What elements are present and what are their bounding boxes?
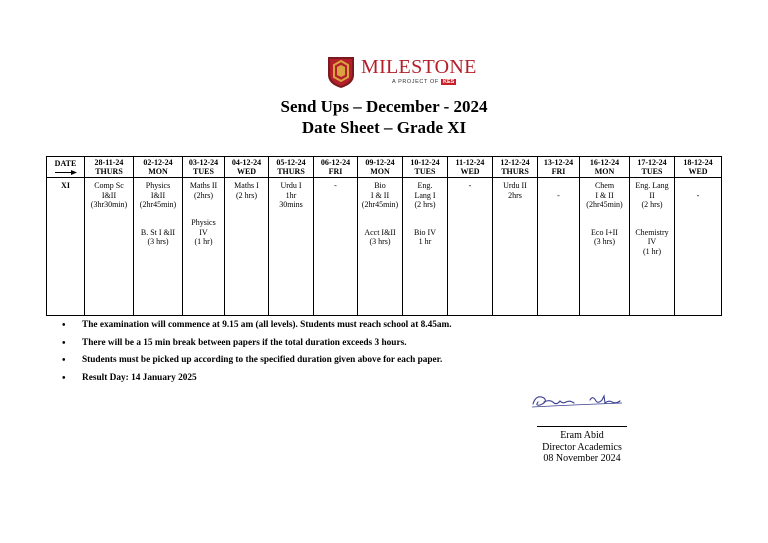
right-arrow-icon xyxy=(55,170,77,175)
signatory-date: 08 November 2024 xyxy=(543,453,621,464)
exam-date: 02-12-24 xyxy=(143,157,173,167)
date-header-cell xyxy=(47,157,85,178)
paper-entry: Eng. Lang I (2 hrs) xyxy=(414,181,436,209)
date-column-header xyxy=(448,157,493,178)
exam-day: MON xyxy=(370,167,390,176)
note-item: • The examination will commence at 9.15 am (all levels). Students must reach school at 8.45am. xyxy=(62,320,452,338)
page-title: Send Ups – December - 2024 xyxy=(280,97,488,116)
paper-entry: Bio I & II (2hr45min) xyxy=(361,181,399,209)
exam-date: 11-12-24 xyxy=(455,157,485,167)
signatory-block xyxy=(520,430,644,465)
exam-date: 12-12-24 xyxy=(500,157,530,167)
paper-entry: - xyxy=(468,181,472,190)
exam-day: MON xyxy=(594,167,615,176)
exam-cell xyxy=(314,178,358,316)
paper-entry: - xyxy=(696,190,700,200)
exam-cell xyxy=(538,178,580,316)
exam-cell xyxy=(85,178,134,316)
exam-cell xyxy=(675,178,722,316)
paper-entry: B. St I &II (3 hrs) xyxy=(140,227,176,246)
date-column-header xyxy=(538,157,580,178)
exam-cell xyxy=(269,178,314,316)
exam-cell xyxy=(630,178,675,316)
exam-cell xyxy=(448,178,493,316)
exam-day: TUES xyxy=(414,167,436,176)
exam-cell xyxy=(358,178,403,316)
exam-date: 06-12-24 xyxy=(320,157,351,167)
exam-date: 17-12-24 xyxy=(637,157,667,167)
date-column-header xyxy=(134,157,183,178)
date-column-header xyxy=(403,157,448,178)
shield-logo-icon xyxy=(326,55,356,89)
logo-brand: KES xyxy=(442,79,455,85)
date-column-header xyxy=(269,157,314,178)
date-column-header xyxy=(314,157,358,178)
paper-entry: Chemistry IV (1 hr) xyxy=(635,227,669,256)
exam-cell xyxy=(183,178,225,316)
exam-day: FRI xyxy=(551,167,566,176)
exam-date: 13-12-24 xyxy=(543,157,574,167)
paper-entry: Comp Sc I&II (3hr30min) xyxy=(90,181,128,209)
exam-date: 18-12-24 xyxy=(683,157,713,167)
signature-line xyxy=(537,426,627,427)
exam-cell xyxy=(403,178,448,316)
date-column-header xyxy=(183,157,225,178)
date-column-header xyxy=(630,157,675,178)
exam-day: WED xyxy=(236,167,257,176)
exam-date: 28-11-24 xyxy=(94,157,124,167)
exam-day: WED xyxy=(688,167,708,176)
exam-day: WED xyxy=(460,167,480,176)
row-label: XI xyxy=(47,178,85,316)
paper-entry: Physics I&II (2hr45min) xyxy=(139,181,177,209)
date-column-header xyxy=(675,157,722,178)
exam-day: TUES xyxy=(193,167,214,176)
exam-day: THURS xyxy=(95,167,123,176)
exam-day: THURS xyxy=(277,167,305,176)
exam-date: 05-12-24 xyxy=(276,157,306,167)
logo-tagline-text: A PROJECT OF xyxy=(392,79,439,85)
milestone-logo xyxy=(326,55,486,91)
handwritten-signature xyxy=(530,390,630,412)
paper-entry: Maths I (2 hrs) xyxy=(234,181,259,200)
paper-entry: - xyxy=(557,190,560,200)
logo-name: MILESTONE xyxy=(361,56,477,78)
exam-cell xyxy=(493,178,538,316)
paper-entry: Urdu II 2hrs xyxy=(503,181,527,200)
exam-day: TUES xyxy=(641,167,663,176)
date-column-header xyxy=(85,157,134,178)
exam-date: 16-12-24 xyxy=(589,157,620,167)
exam-date: 09-12-24 xyxy=(365,157,395,167)
paper-entry: Eco I+II (3 hrs) xyxy=(591,227,618,246)
exam-cell xyxy=(134,178,183,316)
logo-tagline xyxy=(392,79,456,85)
paper-entry: Chem I & II (2hr45min) xyxy=(586,181,623,209)
note-item: • Result Day: 14 January 2025 xyxy=(62,373,452,391)
paper-entry: Maths II (2hrs) xyxy=(189,181,218,200)
paper-entry: Urdu I 1hr 30mins xyxy=(279,181,303,209)
paper-entry: - xyxy=(334,181,337,190)
signatory-name: Eram Abid xyxy=(560,430,604,441)
exam-day: FRI xyxy=(328,167,343,176)
grade-row xyxy=(47,178,722,316)
exam-cell xyxy=(225,178,269,316)
header-row xyxy=(47,157,722,178)
exam-day: THURS xyxy=(501,167,529,176)
note-item: • There will be a 15 min break between papers if the total duration exceeds 3 hours. xyxy=(62,338,452,356)
page-subtitle: Date Sheet – Grade XI xyxy=(301,118,467,137)
paper-entry: Acct I&II (3 hrs) xyxy=(364,227,396,246)
note-item: • Students must be picked up according to the specified duration given above for each paper. xyxy=(62,355,452,373)
notes-list xyxy=(62,320,452,390)
paper-entry: Physics IV (1 hr) xyxy=(191,218,216,246)
paper-entry: Eng. Lang II (2 hrs) xyxy=(635,181,669,209)
exam-date: 04-12-24 xyxy=(231,157,262,167)
exam-day: MON xyxy=(148,167,168,176)
paper-entry: Bio IV 1 hr xyxy=(414,227,436,246)
date-sheet-table xyxy=(46,156,722,316)
date-header: DATE xyxy=(54,159,77,169)
date-column-header xyxy=(225,157,269,178)
exam-date: 10-12-24 xyxy=(410,157,440,167)
signatory-title: Director Academics xyxy=(542,441,622,453)
date-column-header xyxy=(580,157,630,178)
date-column-header xyxy=(493,157,538,178)
exam-cell xyxy=(580,178,630,316)
exam-date: 03-12-24 xyxy=(188,157,219,167)
date-column-header xyxy=(358,157,403,178)
